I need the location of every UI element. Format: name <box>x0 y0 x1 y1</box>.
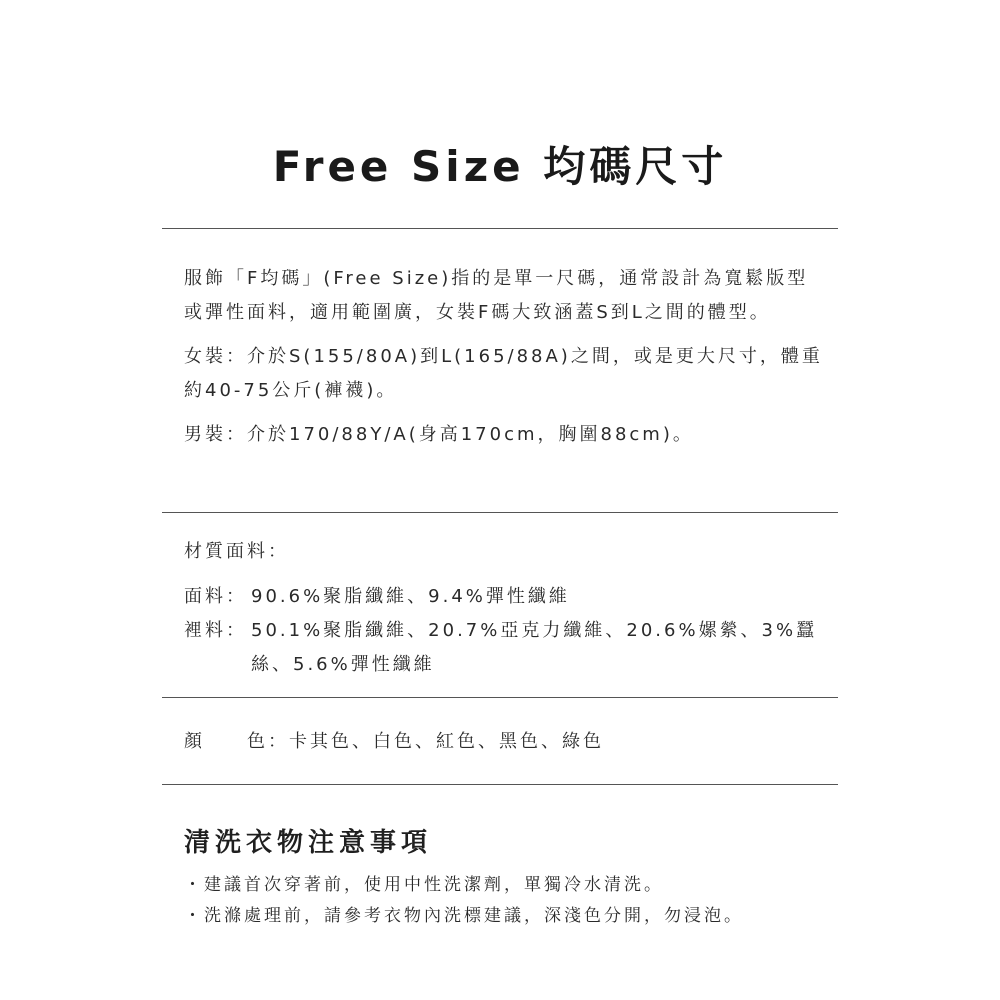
care-item-text: 建議首次穿著前，使用中性洗潔劑，單獨冷水清洗。 <box>204 875 664 895</box>
page-title: Free Size 均碼尺寸 <box>272 142 728 191</box>
divider-color <box>162 697 838 698</box>
size-info-section <box>184 262 824 452</box>
care-list <box>184 870 824 932</box>
divider-material <box>162 512 838 513</box>
men-size-text: 男裝：介於170/88Y/A(身高170cm，胸圍88cm)。 <box>184 424 694 445</box>
list-item <box>184 901 824 932</box>
fabric-row-lining <box>184 614 824 682</box>
lining-value: 50.1%聚脂纖維、20.7%亞克力纖維、20.6%嫘縈、3%蠶絲、5.6%彈性纖維 <box>251 620 818 675</box>
size-intro-text: 服飾「F均碼」(Free Size)指的是單一尺碼，通常設計為寬鬆版型或彈性面料，適用範圍廣，女裝F碼大致涵蓋S到L之間的體型。 <box>184 268 809 323</box>
bullet-dot: ・ <box>184 906 204 926</box>
care-heading: 清洗衣物注意事項 <box>184 828 433 858</box>
material-section <box>184 580 824 682</box>
list-item <box>184 870 824 901</box>
color-text: 顏 色：卡其色、白色、紅色、黑色、綠色 <box>184 731 604 752</box>
fabric-value: 90.6%聚脂纖維、9.4%彈性纖維 <box>251 586 570 607</box>
care-item-text: 洗滌處理前，請參考衣物內洗標建議，深淺色分開，勿浸泡。 <box>204 906 744 926</box>
material-heading: 材質面料： <box>184 541 289 562</box>
bullet-dot: ・ <box>184 875 204 895</box>
women-size-text: 女裝：介於S(155/80A)到L(165/88A)之間，或是更大尺寸，體重約40-75公斤(褲襪)。 <box>184 346 823 401</box>
divider-top <box>162 228 838 229</box>
fabric-row-outer <box>184 580 824 614</box>
fabric-label: 面料： <box>184 586 247 607</box>
lining-label: 裡料： <box>184 620 247 641</box>
divider-care <box>162 784 838 785</box>
